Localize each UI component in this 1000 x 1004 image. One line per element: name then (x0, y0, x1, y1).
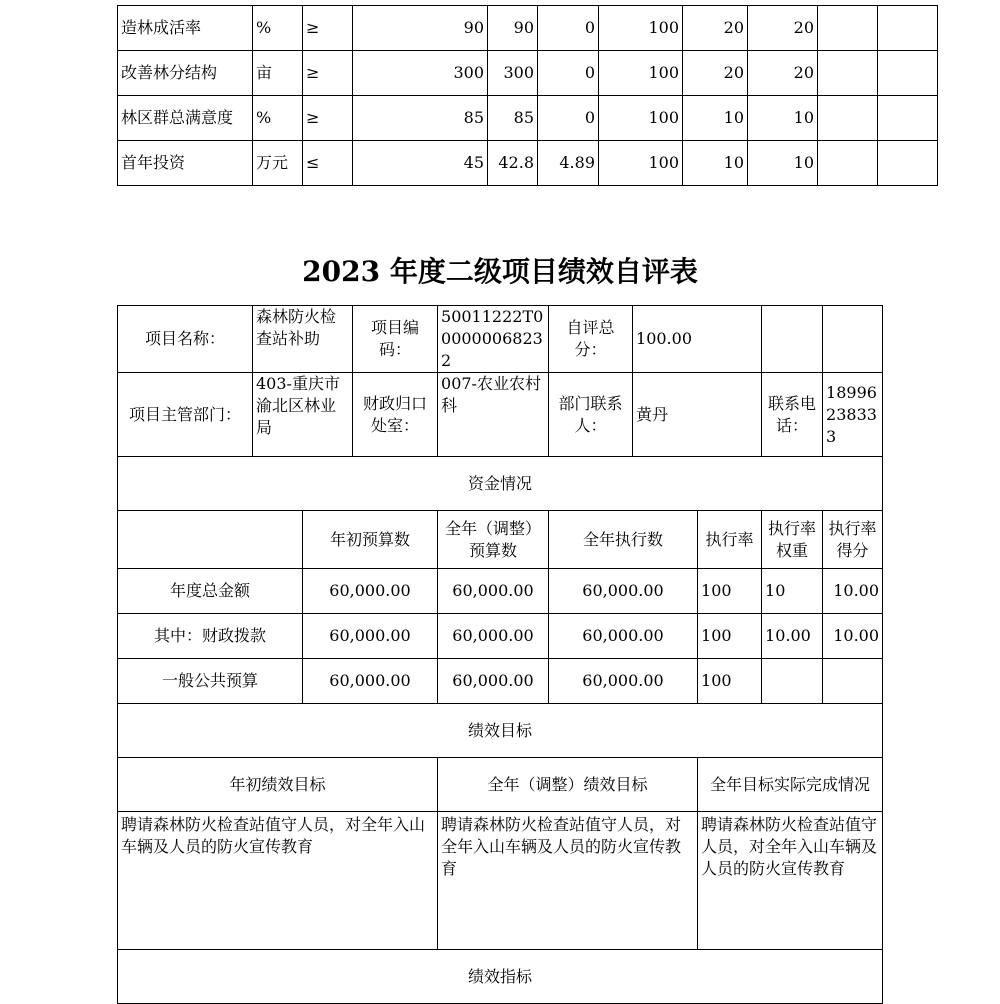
empty-cell (823, 306, 883, 373)
funds-adjusted: 60,000.00 (438, 659, 549, 704)
header-adjusted-budget: 全年（调整）预算数 (438, 511, 549, 569)
indicator-unit: % (253, 96, 303, 141)
indicator-operator: ≥ (303, 51, 353, 96)
funds-executed: 60,000.00 (549, 659, 698, 704)
table-row (118, 614, 883, 659)
section-header-row (118, 704, 883, 758)
indicator-unit: 万元 (253, 141, 303, 186)
actual-completion-text: 聘请森林防火检查站值守人员，对全年入山车辆及人员的防火宣传教育 (698, 812, 883, 950)
indicator-name: 林区群总满意度 (118, 96, 253, 141)
indicators-section-title: 绩效指标 (118, 950, 883, 1004)
funds-rate: 100 (698, 614, 762, 659)
indicator-table (117, 5, 938, 186)
indicator-operator: ≤ (303, 141, 353, 186)
table-row (118, 659, 883, 704)
evaluation-table (117, 305, 883, 1004)
indicator-value: 45 (353, 141, 488, 186)
section-header-row (118, 457, 883, 511)
empty-cell (818, 96, 878, 141)
contact-value: 黄丹 (633, 373, 762, 457)
project-code-value: 50011222T000000068232 (438, 306, 549, 373)
indicator-value: 300 (353, 51, 488, 96)
empty-cell (878, 6, 938, 51)
indicator-value: 20 (683, 51, 748, 96)
indicator-value: 20 (683, 6, 748, 51)
initial-goal-text: 聘请森林防火检查站值守人员，对全年入山车辆及人员的防火宣传教育 (118, 812, 438, 950)
project-info-row (118, 306, 883, 373)
header-rate-weight: 执行率权重 (762, 511, 823, 569)
table-row (118, 96, 938, 141)
funds-initial: 60,000.00 (303, 614, 438, 659)
score-label: 自评总分： (549, 306, 633, 373)
funds-weight (762, 659, 823, 704)
empty-cell (762, 306, 823, 373)
empty-cell (878, 96, 938, 141)
indicator-value: 42.8 (488, 141, 538, 186)
finance-office-value: 007-农业农村科 (438, 373, 549, 457)
indicator-value: 100 (599, 6, 683, 51)
table-row (118, 51, 938, 96)
indicator-value: 100 (599, 141, 683, 186)
funds-row-label: 年度总金额 (118, 569, 303, 614)
funds-score: 10.00 (823, 614, 883, 659)
indicator-value: 4.89 (538, 141, 599, 186)
empty-cell (818, 51, 878, 96)
goals-header-row (118, 758, 883, 812)
indicator-value: 20 (748, 6, 818, 51)
goals-section-title: 绩效目标 (118, 704, 883, 758)
empty-cell (118, 511, 303, 569)
indicator-value: 10 (748, 141, 818, 186)
funds-adjusted: 60,000.00 (438, 614, 549, 659)
indicator-value: 0 (538, 51, 599, 96)
funds-initial: 60,000.00 (303, 659, 438, 704)
header-execution-rate: 执行率 (698, 511, 762, 569)
department-label: 项目主管部门： (118, 373, 253, 457)
project-name-label: 项目名称： (118, 306, 253, 373)
header-adjusted-goal: 全年（调整）绩效目标 (438, 758, 698, 812)
funds-executed: 60,000.00 (549, 569, 698, 614)
header-rate-score: 执行率得分 (823, 511, 883, 569)
score-value: 100.00 (633, 306, 762, 373)
funds-section-title: 资金情况 (118, 457, 883, 511)
indicator-value: 10 (683, 96, 748, 141)
goals-content-row (118, 812, 883, 950)
department-value: 403-重庆市渝北区林业局 (253, 373, 353, 457)
indicator-value: 90 (353, 6, 488, 51)
indicator-name: 造林成活率 (118, 6, 253, 51)
indicator-value: 0 (538, 96, 599, 141)
indicator-name: 改善林分结构 (118, 51, 253, 96)
indicator-value: 85 (353, 96, 488, 141)
funds-row-label: 其中：财政拨款 (118, 614, 303, 659)
funds-rate: 100 (698, 659, 762, 704)
header-initial-goal: 年初绩效目标 (118, 758, 438, 812)
funds-rate: 100 (698, 569, 762, 614)
funds-executed: 60,000.00 (549, 614, 698, 659)
header-initial-budget: 年初预算数 (303, 511, 438, 569)
funds-score: 10.00 (823, 569, 883, 614)
funds-header-row (118, 511, 883, 569)
adjusted-goal-text: 聘请森林防火检查站值守人员，对全年入山车辆及人员的防火宣传教育 (438, 812, 698, 950)
indicator-unit: % (253, 6, 303, 51)
phone-label: 联系电话： (762, 373, 823, 457)
header-executed: 全年执行数 (549, 511, 698, 569)
indicator-value: 20 (748, 51, 818, 96)
indicator-operator: ≥ (303, 96, 353, 141)
project-info-row (118, 373, 883, 457)
funds-score (823, 659, 883, 704)
indicator-operator: ≥ (303, 6, 353, 51)
contact-label: 部门联系人： (549, 373, 633, 457)
empty-cell (818, 141, 878, 186)
project-name-value: 森林防火检查站补助 (253, 306, 353, 373)
table-row (118, 569, 883, 614)
header-actual-completion: 全年目标实际完成情况 (698, 758, 883, 812)
finance-office-label: 财政归口处室： (353, 373, 438, 457)
table-row (118, 6, 938, 51)
indicator-value: 90 (488, 6, 538, 51)
funds-row-label: 一般公共预算 (118, 659, 303, 704)
empty-cell (878, 51, 938, 96)
funds-initial: 60,000.00 (303, 569, 438, 614)
indicator-value: 300 (488, 51, 538, 96)
project-code-label: 项目编码： (353, 306, 438, 373)
funds-weight: 10.00 (762, 614, 823, 659)
indicator-value: 100 (599, 96, 683, 141)
indicator-value: 85 (488, 96, 538, 141)
table-row (118, 141, 938, 186)
indicator-name: 首年投资 (118, 141, 253, 186)
empty-cell (878, 141, 938, 186)
indicator-unit: 亩 (253, 51, 303, 96)
indicator-value: 10 (748, 96, 818, 141)
empty-cell (818, 6, 878, 51)
indicator-value: 100 (599, 51, 683, 96)
page-title: 2023 年度二级项目绩效自评表 (302, 255, 698, 288)
funds-adjusted: 60,000.00 (438, 569, 549, 614)
funds-weight: 10 (762, 569, 823, 614)
indicator-value: 10 (683, 141, 748, 186)
indicator-value: 0 (538, 6, 599, 51)
section-header-row (118, 950, 883, 1004)
phone-value: 18996238333 (823, 373, 883, 457)
